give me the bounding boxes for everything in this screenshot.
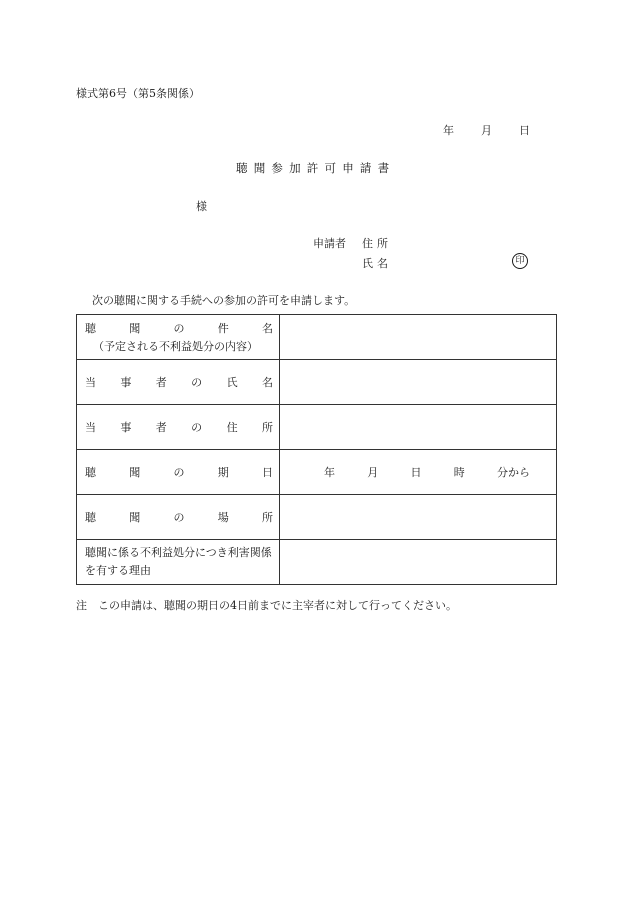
label-char: 住	[226, 421, 238, 434]
party-name-value[interactable]	[280, 360, 557, 405]
label-char: 期	[217, 466, 229, 479]
label-char: 日	[262, 466, 273, 479]
hearing-date-day: 日	[410, 466, 422, 479]
hearing-subject-sublabel: （予定される不利益処分の内容）	[93, 340, 258, 353]
note-text: 注 この申請は、聴聞の期日の4日前までに主宰者に対して行ってください。	[76, 599, 457, 612]
table-row	[77, 360, 557, 405]
label-char: 所	[261, 421, 273, 434]
row-label-cell	[77, 405, 280, 450]
hearing-date-parts	[280, 464, 556, 480]
label-char: 名	[261, 376, 273, 389]
page-title: 聴聞参加許可申請書	[236, 161, 396, 175]
party-name-label	[85, 374, 273, 390]
label-char: の	[191, 376, 203, 389]
date-line	[443, 122, 530, 138]
label-char: の	[191, 421, 203, 434]
form-number: 様式第6号（第5条関係）	[76, 87, 200, 100]
interest-reason-value[interactable]	[280, 540, 557, 585]
hearing-date-year: 年	[324, 466, 335, 479]
applicant-address-label: 住所	[362, 237, 392, 250]
label-char: の	[173, 466, 185, 479]
seal-icon: 印	[512, 253, 528, 269]
hearing-date-month: 月	[367, 466, 379, 479]
label-char: 聴	[85, 322, 96, 335]
addressee-suffix: 様	[196, 200, 207, 213]
label-char: 氏	[226, 376, 238, 389]
label-char: 所	[262, 511, 273, 524]
hearing-place-label	[85, 509, 273, 525]
label-char: 名	[262, 322, 273, 335]
label-char: 聴	[85, 466, 96, 479]
application-table	[76, 314, 557, 585]
table-row	[77, 405, 557, 450]
table-row	[77, 540, 557, 585]
hearing-date-hour: 時	[453, 466, 465, 479]
date-day-label: 日	[519, 124, 530, 137]
label-char: 件	[217, 322, 229, 335]
label-char: 聴	[85, 511, 96, 524]
hearing-place-value[interactable]	[280, 495, 557, 540]
label-char: 者	[155, 421, 167, 434]
interest-reason-label: 聴聞に係る不利益処分につき利害関係を有する理由	[77, 540, 280, 585]
hearing-subject-label	[85, 320, 273, 336]
row-label-cell	[77, 450, 280, 495]
party-address-label	[85, 419, 273, 435]
hearing-date-label	[85, 464, 273, 480]
label-char: 事	[120, 421, 132, 434]
row-label-cell	[77, 360, 280, 405]
label-char: 当	[85, 421, 96, 434]
applicant-name-label: 氏名	[362, 257, 392, 270]
label-char: 当	[85, 376, 96, 389]
table-row	[77, 315, 557, 360]
intro-text: 次の聴聞に関する手続への参加の許可を申請します。	[92, 294, 356, 307]
date-month-label: 月	[481, 124, 492, 137]
row-label-cell	[77, 315, 280, 360]
row-label-cell	[77, 495, 280, 540]
party-address-value[interactable]	[280, 405, 557, 450]
label-char: 聞	[129, 322, 141, 335]
label-char: 聞	[129, 466, 141, 479]
label-char: の	[173, 511, 185, 524]
hearing-date-value[interactable]	[280, 450, 557, 495]
table-row	[77, 495, 557, 540]
label-char: 事	[120, 376, 132, 389]
hearing-date-minute: 分から	[497, 466, 530, 479]
applicant-role-label: 申請者	[313, 237, 346, 250]
label-char: 者	[155, 376, 167, 389]
table-row	[77, 450, 557, 495]
label-char: の	[173, 322, 185, 335]
hearing-subject-value[interactable]	[280, 315, 557, 360]
label-char: 場	[217, 511, 229, 524]
date-year-label: 年	[443, 124, 454, 137]
label-char: 聞	[129, 511, 141, 524]
